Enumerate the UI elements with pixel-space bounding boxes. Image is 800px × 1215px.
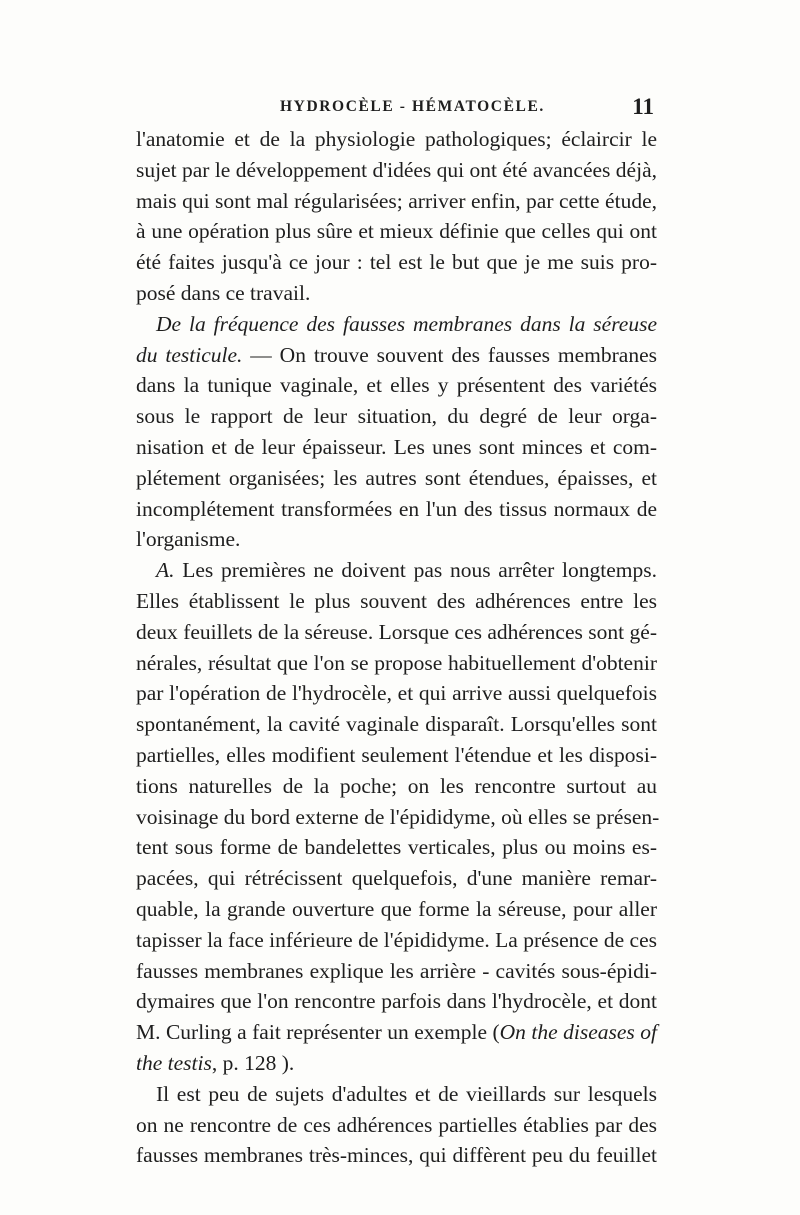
text-line-31: the testis, p. 128 ). (136, 1050, 295, 1075)
paragraph-marker: A. (156, 558, 175, 583)
page-number: 11 (632, 94, 654, 119)
section-heading-end: du testicule. (136, 342, 243, 367)
text-line-15: A. Les premières ne doivent pas nous arrêter longtemps. (156, 558, 657, 583)
text-line-13: incomplétement transformées en l'un des tissus normaux de (136, 496, 657, 521)
text-line-16: Elles établissent le plus souvent des adhérences entre les (136, 588, 657, 613)
text-line-33: on ne rencontre de ces adhérences partielles établies par des (136, 1112, 657, 1137)
text-line-20: spontanément, la cavité vaginale disparaît. Lorsqu'elles sont (136, 712, 657, 737)
text-line-9: dans la tunique vaginale, et elles y présentent des variétés (136, 373, 657, 398)
text-line-10: sous le rapport de leur situation, du degré de leur orga- (136, 404, 657, 429)
text-line-28: fausses membranes explique les arrière - cavités sous-épidi- (136, 958, 657, 983)
text-line-27: tapisser la face inférieure de l'épididyme. La présence de ces (136, 927, 657, 952)
section-heading: De la fréquence des fausses membranes dans la séreuse (156, 311, 657, 336)
text-line-25: pacées, qui rétrécissent quelquefois, d'une manière remar- (136, 866, 657, 891)
text-line-26: quable, la grande ouverture que forme la séreuse, pour aller (136, 896, 657, 921)
text-line-19: par l'opération de l'hydrocèle, et qui arrive aussi quelquefois (136, 681, 657, 706)
text-line-1: l'anatomie et de la physiologie pathologiques; éclaircir le (136, 127, 657, 151)
text-line-24: tent sous forme de bandelettes verticales, plus ou moins es- (136, 835, 657, 860)
text-line-11: nisation et de leur épaisseur. Les unes sont minces et com- (136, 434, 657, 459)
text-line-6: posé dans ce travail. (136, 280, 311, 305)
text-line-22: tions naturelles de la poche; on les rencontre surtout au (136, 773, 657, 798)
text-line-21: partielles, elles modifient seulement l'étendue et les disposi- (136, 742, 657, 767)
text-line-32: Il est peu de sujets d'adultes et de vieillards sur lesquels (156, 1081, 657, 1106)
text-line-30: M. Curling a fait représenter un exemple (On the diseases of (136, 1020, 657, 1045)
text-line-12: plétement organisées; les autres sont étendues, épaisses, et (136, 465, 657, 490)
text-line-4: à une opération plus sûre et mieux définie que celles qui ont (136, 219, 657, 244)
text-line-5: été faites jusqu'à ce jour : tel est le but que je me suis pro- (136, 250, 657, 275)
section-heading-line (136, 309, 657, 340)
page-body (136, 124, 660, 1171)
page-header (133, 94, 658, 122)
text-line-2: sujet par le développement d'idées qui ont été avancées déjà, (136, 157, 657, 182)
text-line-29: dymaires que l'on rencontre parfois dans l'hydrocèle, et dont (136, 989, 657, 1014)
text-line-18: nérales, résultat que l'on se propose habituellement d'obtenir (136, 650, 657, 675)
running-title: HYDROCÈLE - HÉMATOCÈLE. (280, 98, 545, 115)
text-line-23: voisinage du bord externe de l'épididyme, où elles se présen- (136, 804, 660, 829)
book-title-citation-end: the testis (136, 1050, 212, 1075)
book-title-citation: On the diseases of (499, 1020, 657, 1045)
text-line-34: fausses membranes très-minces, qui diffèrent peu du feuillet (136, 1143, 657, 1168)
text-line-8: du testicule. — On trouve souvent des fausses membranes (136, 342, 658, 367)
text-line-3: mais qui sont mal régularisées; arriver enfin, par cette étude, (136, 188, 657, 213)
text-line-17: deux feuillets de la séreuse. Lorsque ces adhérences sont gé- (136, 619, 657, 644)
text-line-14: l'organisme. (136, 527, 241, 552)
